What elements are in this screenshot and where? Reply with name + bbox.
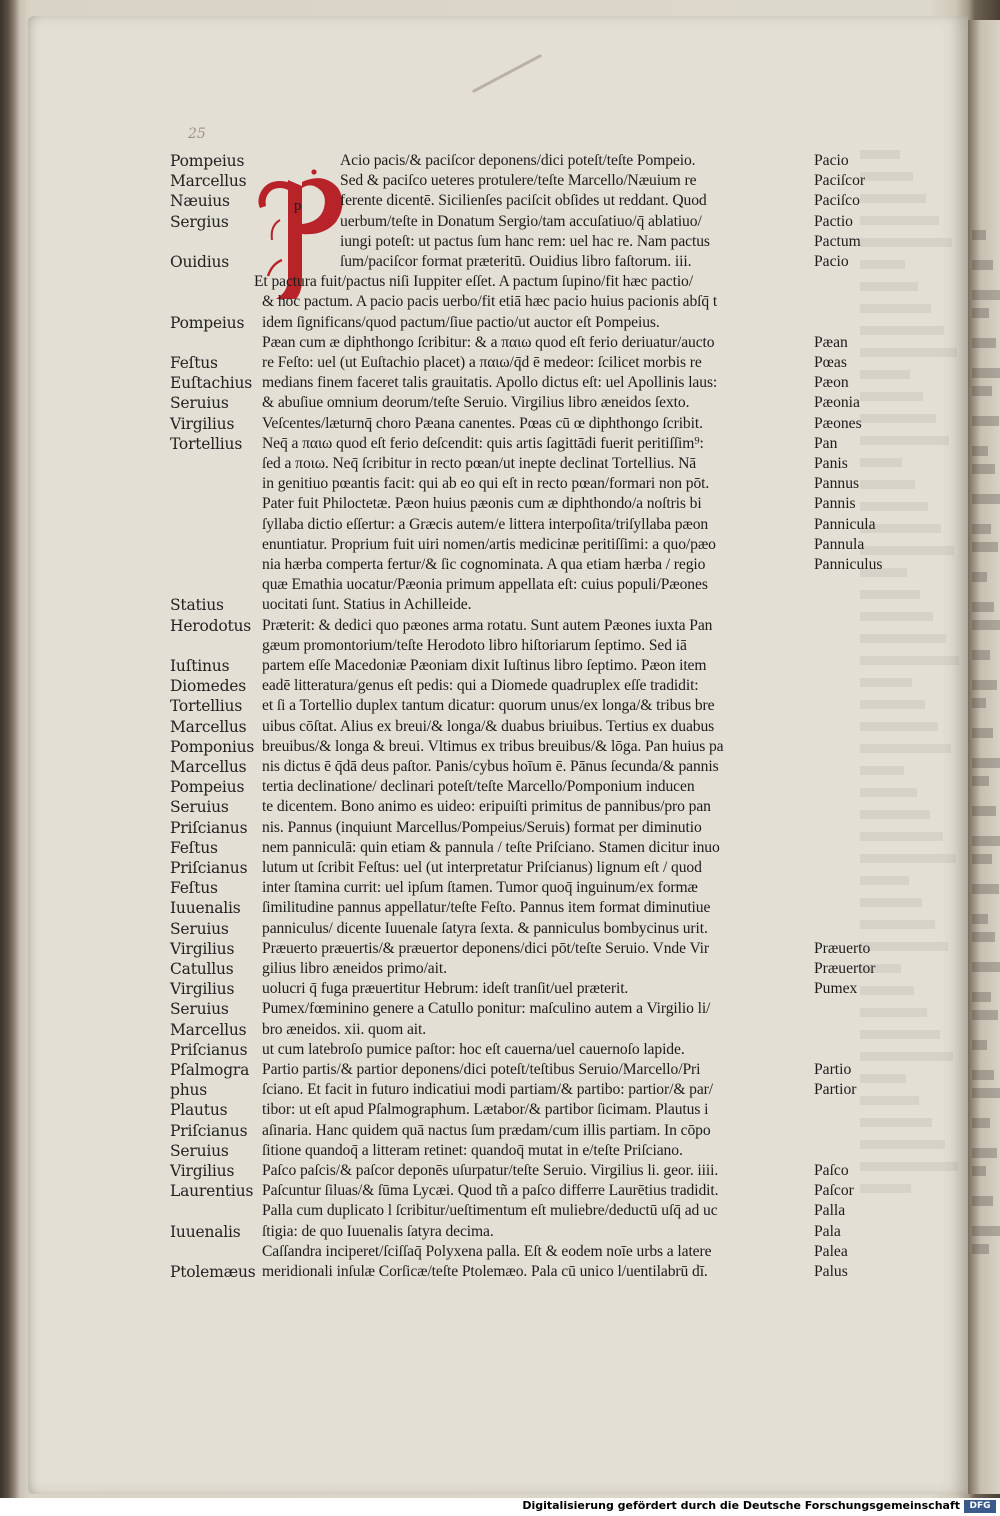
show-through-trace	[860, 810, 930, 819]
main-text-line: inter ſtamina currit: uel ipſum ſtamen. Tumor quoq̄ inguinum/ex formæ	[262, 879, 698, 897]
text-row	[0, 940, 1000, 961]
show-through-trace	[860, 238, 952, 247]
show-through-trace	[860, 480, 915, 489]
show-through-trace	[860, 722, 938, 731]
main-text-line: Præuerto præuertis/& præuertor deponens/dici pōt/teſte Seruio. Vnde Vir	[262, 939, 709, 957]
right-margin-keyword: Palla	[814, 1202, 846, 1220]
show-through-trace	[860, 590, 920, 599]
left-margin-note: Iuuenalis	[170, 1222, 241, 1241]
text-row	[0, 617, 1000, 638]
main-text-line: uerbum/teſte in Donatum Sergio/tam accuſatiuo/q̄ ablatiuo/	[340, 212, 702, 230]
main-text-line: panniculus/ dicente Iuuenale ſatyra ſexta. & panniculus bombycinus urit.	[262, 919, 708, 937]
main-text-line: Veſcentes/læturnq̄ choro Pæana canentes. Pœas cū œ diphthongo ſcribit.	[262, 414, 703, 432]
left-margin-note: Pſalmogra	[170, 1061, 250, 1079]
left-margin-note: Statius	[170, 596, 224, 615]
main-text-line: ſitione quandoq̄ a litteram retinet: quandoq̄ mutat in e/teſte Priſciano.	[262, 1141, 683, 1159]
left-margin-note: Seruius	[170, 919, 229, 938]
text-row	[0, 677, 1000, 698]
main-text-line: Caſſandra inciperet/ſciſſaq̄ Polyxena palla. Eſt & eodem noīe urbs a latere	[262, 1242, 712, 1260]
text-row	[0, 1263, 1000, 1284]
show-through-trace	[860, 304, 931, 313]
show-through-trace	[860, 788, 917, 797]
left-margin-note: Priſcianus	[170, 1121, 248, 1140]
text-row	[0, 859, 1000, 880]
main-text-line: Partio partis/& partior deponens/dici poteſt/teſtibus Seruio/Marcello/Pri	[262, 1061, 701, 1078]
right-margin-keyword: Pœas	[814, 354, 847, 371]
left-margin-note: Euſtachius	[170, 374, 253, 393]
show-through-trace	[860, 260, 905, 269]
right-margin-keyword: Pactum	[814, 232, 861, 250]
right-margin-keyword: Partio	[814, 1061, 852, 1078]
right-margin-keyword: Pactio	[814, 212, 853, 230]
main-text-line: gæum promontorium/teſte Herodoto libro hiſtoriarum ſeptimo. Sed iā	[262, 636, 687, 654]
text-row	[0, 637, 1000, 658]
text-row	[0, 839, 1000, 860]
main-text-line: ſimilitudine pannus appellatur/teſte Feſto. Pannus item format diminutiue	[262, 899, 711, 917]
main-text-line: ſum/paciſcor format præteritū. Ouidius libro faſtorum. iii.	[340, 253, 692, 270]
left-margin-note: Priſcianus	[170, 818, 248, 837]
main-text-line: ſed a ποιω. Neq̄ ſcribitur in recto pœan/ut inepte declinat Tortellius. Nā	[262, 455, 697, 472]
right-margin-keyword: Pannicula	[814, 515, 876, 533]
text-row	[0, 1061, 1000, 1082]
show-through-trace	[860, 546, 954, 555]
text-row	[0, 1162, 1000, 1183]
main-text-line: Præterit: & dedici quo pæones arma rotatu. Sunt autem Pæones iuxta Pan	[262, 616, 713, 634]
main-text-line: Et pactura fuit/pactus niſi Iuppiter eſſet. A pactum ſupino/fit hæc pactio/	[254, 273, 693, 291]
text-row	[0, 354, 1000, 375]
pen-mark	[472, 54, 542, 93]
text-row	[0, 920, 1000, 941]
show-through-trace	[860, 766, 904, 775]
main-text-line: eadē litteratura/genus eſt pedis: qui a Diomede quadruplex eſſe tradidit:	[262, 677, 699, 695]
show-through-trace	[860, 458, 902, 467]
show-through-trace	[860, 1184, 911, 1193]
text-row	[0, 475, 1000, 496]
main-text-line: nis. Pannus (inquiunt Marcellus/Pompeius/Seruis) format per diminutio	[262, 818, 702, 836]
show-through-trace	[860, 656, 959, 665]
right-margin-keyword: Pala	[814, 1222, 841, 1240]
left-margin-note: Sergius	[170, 212, 229, 231]
right-margin-keyword: Pannis	[814, 495, 856, 513]
text-row	[0, 273, 1000, 294]
right-margin-keyword: Paciſcor	[814, 172, 866, 190]
text-row	[0, 435, 1000, 456]
main-text-line: enuntiatur. Proprium fuit uiri nomen/artis medicinæ peritiſſimi: a quo/pæo	[262, 535, 716, 553]
main-text-line: Paſcuntur ſiluas/& ſūma Lycæi. Quod tñ a paſco differre Laurētius tradidit.	[262, 1182, 719, 1200]
text-row	[0, 556, 1000, 577]
main-text-line: ut cum latebroſo pumice paſtor: hoc eſt cauerna/uel cauernoſo lapide.	[262, 1040, 685, 1058]
show-through-trace	[860, 744, 951, 753]
text-row	[0, 758, 1000, 779]
text-row	[0, 798, 1000, 819]
text-row	[0, 1021, 1000, 1042]
text-row	[0, 718, 1000, 739]
text-row	[0, 1081, 1000, 1102]
show-through-trace	[860, 1008, 927, 1017]
left-margin-note: Seruius	[170, 1141, 229, 1160]
text-row	[0, 576, 1000, 597]
main-text-line: re Feſto: uel (ut Euſtachio placet) a παιω/q̄d ē medeor: ſcilicet morbis re	[262, 354, 702, 371]
show-through-trace	[860, 920, 935, 929]
main-text-line: ſyllaba dictio eſſertur: a Græcis autem/e littera interpoſita/triſyllaba pæon	[262, 515, 709, 533]
show-through-trace	[860, 1052, 953, 1061]
right-margin-keyword: Pacio	[814, 152, 849, 169]
main-text-line: nia hærba comperta fertur/& ſic cognominata. A qua etiam hærba / regio	[262, 556, 706, 573]
main-text-line: breuibus/& longa & breui. Vltimus ex tribus breuibus/& lōga. Pan huius pa	[262, 737, 724, 755]
text-row	[0, 980, 1000, 1001]
show-through-trace	[860, 502, 928, 511]
show-through-trace	[860, 524, 941, 533]
main-text-line: iungi poteſt: ut pactus ſum hanc rem: uel hac re. Nam pactus	[340, 232, 710, 250]
show-through-trace	[860, 194, 926, 203]
right-margin-keyword: Paſcor	[814, 1182, 854, 1200]
text-row	[0, 1243, 1000, 1264]
main-text-line: nis dictus ē q̄dā deus paſtor. Panis/cybus hoīum ē. Pānus ſecunda/& pannis	[262, 758, 719, 775]
main-text-line: ferente dicentē. Sicilienſes paciſcit obſides ut reddant. Quod	[340, 192, 707, 210]
main-text-line: Pater fuit Philoctetæ. Pæon huius pæonis cum æ diphthondo/a noſtris bi	[262, 495, 702, 513]
right-margin-keyword: Palea	[814, 1242, 848, 1260]
right-margin-keyword: Præuertor	[814, 960, 876, 977]
main-text-line: Neq̄ a παιω quod eſt ferio deſcendit: quis artis ſagittādi fuerit peritiſſim⁹:	[262, 434, 704, 452]
show-through-trace	[860, 370, 910, 379]
right-margin-keyword: Pumex	[814, 980, 858, 998]
text-row	[0, 293, 1000, 314]
right-margin-keyword: Palus	[814, 1263, 848, 1280]
text-row	[0, 192, 1000, 213]
main-text-line: partem eſſe Macedoniæ Pæoniam dixit Iuſtinus libro ſeptimo. Pæon item	[262, 657, 707, 674]
text-row	[0, 213, 1000, 234]
show-through-trace	[860, 898, 922, 907]
text-row	[0, 738, 1000, 759]
text-row	[0, 697, 1000, 718]
show-through-trace	[860, 172, 913, 181]
text-row	[0, 899, 1000, 920]
main-text-line: & hoc pactum. A pacio pacis uerbo/fit etiā hæc pacio huius pacionis abſq̄ t	[262, 293, 718, 311]
text-row	[0, 1041, 1000, 1062]
left-margin-note: Marcellus	[170, 172, 247, 191]
text-row	[0, 455, 1000, 476]
right-margin-keyword: Paſco	[814, 1162, 849, 1179]
main-text-line: in genitiuo pœantis facit: qui ab eo qui eſt in recto pœan/formari non pōt.	[262, 475, 710, 493]
left-margin-note: Næuius	[170, 192, 230, 211]
text-row	[0, 1122, 1000, 1143]
left-margin-note: phus	[170, 1081, 208, 1100]
show-through-trace	[860, 1140, 945, 1149]
main-text-line: uocitati ſunt. Statius in Achilleide.	[262, 596, 472, 614]
text-row	[0, 334, 1000, 355]
text-row	[0, 1182, 1000, 1203]
left-margin-note: Feſtus	[170, 354, 218, 372]
text-row	[0, 1202, 1000, 1223]
right-margin-keyword: Pannula	[814, 535, 865, 553]
left-margin-note: Tortellius	[170, 697, 243, 716]
main-text-line: Palla cum duplicato l ſcribitur/ueſtimentum eſt muliebre/deductū uſq̄ ad uc	[262, 1202, 718, 1220]
show-through-trace	[860, 414, 936, 423]
show-through-trace	[860, 986, 914, 995]
main-text-line: Sed & paciſco ueteres protulere/teſte Marcello/Næuium re	[340, 172, 697, 190]
show-through-trace	[860, 1074, 906, 1083]
left-margin-note: Pompeius	[170, 313, 245, 332]
left-margin-note: Pompeius	[170, 152, 245, 170]
right-margin-keyword: Pæan	[814, 333, 848, 351]
main-text-line: tibor: ut eſt apud Pſalmographum. Lætabor/& partibor ſicimam. Plautus i	[262, 1101, 709, 1119]
left-margin-note: Ptolemæus	[170, 1263, 256, 1281]
show-through-trace	[860, 1162, 958, 1171]
text-row	[0, 1000, 1000, 1021]
show-through-trace	[860, 700, 925, 709]
left-margin-note: Pompeius	[170, 778, 245, 797]
show-through-trace	[860, 1096, 919, 1105]
left-margin-note: Marcellus	[170, 758, 247, 776]
text-row	[0, 415, 1000, 436]
left-margin-note: Virgilius	[170, 980, 235, 999]
show-through-trace	[860, 150, 900, 159]
main-text-line: et ſi a Tortellio duplex tantum dicatur: quorum unus/ex longa/& tribus bre	[262, 697, 715, 715]
show-through-trace	[860, 832, 943, 841]
left-margin-note: Diomedes	[170, 677, 247, 696]
text-row	[0, 778, 1000, 799]
main-text-line: & abuſiue omnium deorum/teſte Seruio. Virgilius libro æneidos ſexto.	[262, 394, 690, 412]
left-margin-note: Seruius	[170, 1000, 229, 1019]
text-row	[0, 374, 1000, 395]
text-row	[0, 1101, 1000, 1122]
left-margin-note: Feſtus	[170, 838, 218, 857]
main-text-line: Acio pacis/& paciſcor deponens/dici poteſt/teſte Pompeio.	[340, 152, 696, 169]
main-text-line: ſtigia: de quo Iuuenalis ſatyra decima.	[262, 1222, 494, 1240]
left-margin-note: Pomponius	[170, 737, 255, 756]
text-row	[0, 596, 1000, 617]
text-row	[0, 233, 1000, 254]
text-row	[0, 536, 1000, 557]
left-margin-note: Iuuenalis	[170, 899, 241, 918]
footer-bar	[0, 1498, 1000, 1516]
main-text-line: Pæan cum æ diphthongo ſcribitur: & a παιω quod eſt ferio deriuatur/aucto	[262, 333, 715, 351]
main-text-line: nem panniculā: quin etiam & pannula / teſte Priſciano. Stamen dicitur inuo	[262, 838, 720, 856]
show-through-trace	[860, 436, 949, 445]
right-margin-keyword: Pæon	[814, 374, 849, 392]
folio-mark: 25	[188, 126, 206, 142]
text-row	[0, 879, 1000, 900]
text-row	[0, 253, 1000, 274]
left-margin-note: Priſcianus	[170, 859, 248, 877]
text-row	[0, 1142, 1000, 1163]
dfg-logo: DFG	[964, 1500, 996, 1513]
left-margin-note: Feſtus	[170, 879, 218, 898]
main-text-line: quæ Emathia uocatur/Pæonia primum appellata eſt: cuius populi/Pæones	[262, 576, 708, 594]
show-through-trace	[860, 326, 944, 335]
show-through-trace	[860, 634, 946, 643]
main-text-line: lutum ut ſcribit Feſtus: uel (ut interpretatur Priſcianus) lignum eſt / quod	[262, 859, 702, 876]
right-margin-keyword: Pacio	[814, 253, 849, 270]
show-through-trace	[860, 612, 933, 621]
left-margin-note: Plautus	[170, 1101, 228, 1120]
show-through-trace	[860, 216, 939, 225]
left-margin-note: Marcellus	[170, 717, 247, 736]
text-row	[0, 152, 1000, 173]
main-text-line: uolucri q̄ fuga præuertitur Hebrum: ideſt tranſit/uel præterit.	[262, 980, 629, 998]
main-text-line: meridionali inſulæ Corſicæ/teſte Ptolemæo. Pala cū unico l/uentilabrū dī.	[262, 1263, 708, 1280]
right-margin-keyword: Panis	[814, 455, 848, 472]
main-text-line: te dicentem. Bono animo es uideo: eripuiſti primitus de pannibus/pro pan	[262, 798, 711, 816]
text-row	[0, 172, 1000, 193]
right-margin-keyword: Pan	[814, 434, 838, 452]
show-through-trace	[860, 392, 923, 401]
main-text-line: Pumex/fœminino genere a Catullo ponitur: maſculino autem a Virgilio li/	[262, 1000, 711, 1018]
text-row	[0, 314, 1000, 335]
left-margin-note: Virgilius	[170, 939, 235, 958]
right-margin-keyword: Præuerto	[814, 939, 871, 957]
main-text-line: uibus cōſtat. Alius ex breui/& longa/& duabus briuibus. Tertius ex duabus	[262, 717, 715, 735]
guide-letter: p	[294, 198, 302, 214]
text-row	[0, 819, 1000, 840]
text-row	[0, 394, 1000, 415]
right-margin-keyword: Panniculus	[814, 556, 883, 573]
show-through-trace	[860, 1118, 932, 1127]
text-row	[0, 495, 1000, 516]
show-through-trace	[860, 1030, 940, 1039]
right-margin-keyword: Pæonia	[814, 394, 860, 412]
left-margin-note: Laurentius	[170, 1182, 254, 1201]
left-margin-note: Seruius	[170, 798, 229, 817]
show-through-trace	[860, 348, 957, 357]
right-margin-keyword: Pæones	[814, 414, 862, 432]
show-through-trace	[860, 568, 907, 577]
left-margin-note: Virgilius	[170, 1162, 235, 1180]
right-margin-keyword: Paciſco	[814, 192, 860, 210]
main-text-line: Paſco paſcis/& paſcor deponēs uſurpatur/teſte Seruio. Virgilius li. geor. iiii.	[262, 1162, 719, 1179]
right-margin-keyword: Partior	[814, 1081, 857, 1099]
main-text-line: gilius libro æneidos primo/ait.	[262, 960, 447, 977]
text-row	[0, 960, 1000, 981]
main-text-line: idem ſignificans/quod pactum/ſiue pactio/ut auctor eſt Pompeius.	[262, 313, 660, 331]
left-margin-note: Herodotus	[170, 616, 252, 635]
main-text-line: bro æneidos. xii. quom ait.	[262, 1020, 427, 1038]
main-text-line: aſinaria. Hanc quidem quā nactus ſum prædam/cum illis partiam. In cōpo	[262, 1121, 711, 1139]
show-through-trace	[860, 942, 948, 951]
left-margin-note: Iuſtinus	[170, 657, 230, 675]
main-text-line: tertia declinatione/ declinari poteſt/teſte Marcello/Pomponium inducen	[262, 778, 695, 796]
show-through-trace	[860, 282, 918, 291]
text-row	[0, 1223, 1000, 1244]
text-row	[0, 516, 1000, 537]
left-margin-note: Catullus	[170, 960, 234, 978]
main-text-line: medians finem faceret talis grauitatis. Apollo dictus eſt: uel Apollinis laus:	[262, 374, 718, 392]
main-text-line: ſciano. Et facit in futuro indicatiui modi partiam/& partibo: partior/& par/	[262, 1081, 713, 1099]
left-margin-note: Ouidius	[170, 253, 230, 271]
right-margin-keyword: Pannus	[814, 475, 860, 493]
show-through-trace	[860, 876, 909, 885]
funding-credit: Digitalisierung gefördert durch die Deutsche Forschungsgemeinschaft	[522, 1499, 960, 1512]
left-margin-note: Seruius	[170, 394, 229, 413]
text-row	[0, 657, 1000, 678]
left-margin-note: Marcellus	[170, 1020, 247, 1039]
show-through-trace	[860, 854, 956, 863]
show-through-trace	[860, 678, 912, 687]
show-through-trace	[860, 964, 901, 973]
left-margin-note: Tortellius	[170, 434, 243, 453]
left-margin-note: Virgilius	[170, 414, 235, 433]
left-margin-note: Priſcianus	[170, 1040, 248, 1059]
